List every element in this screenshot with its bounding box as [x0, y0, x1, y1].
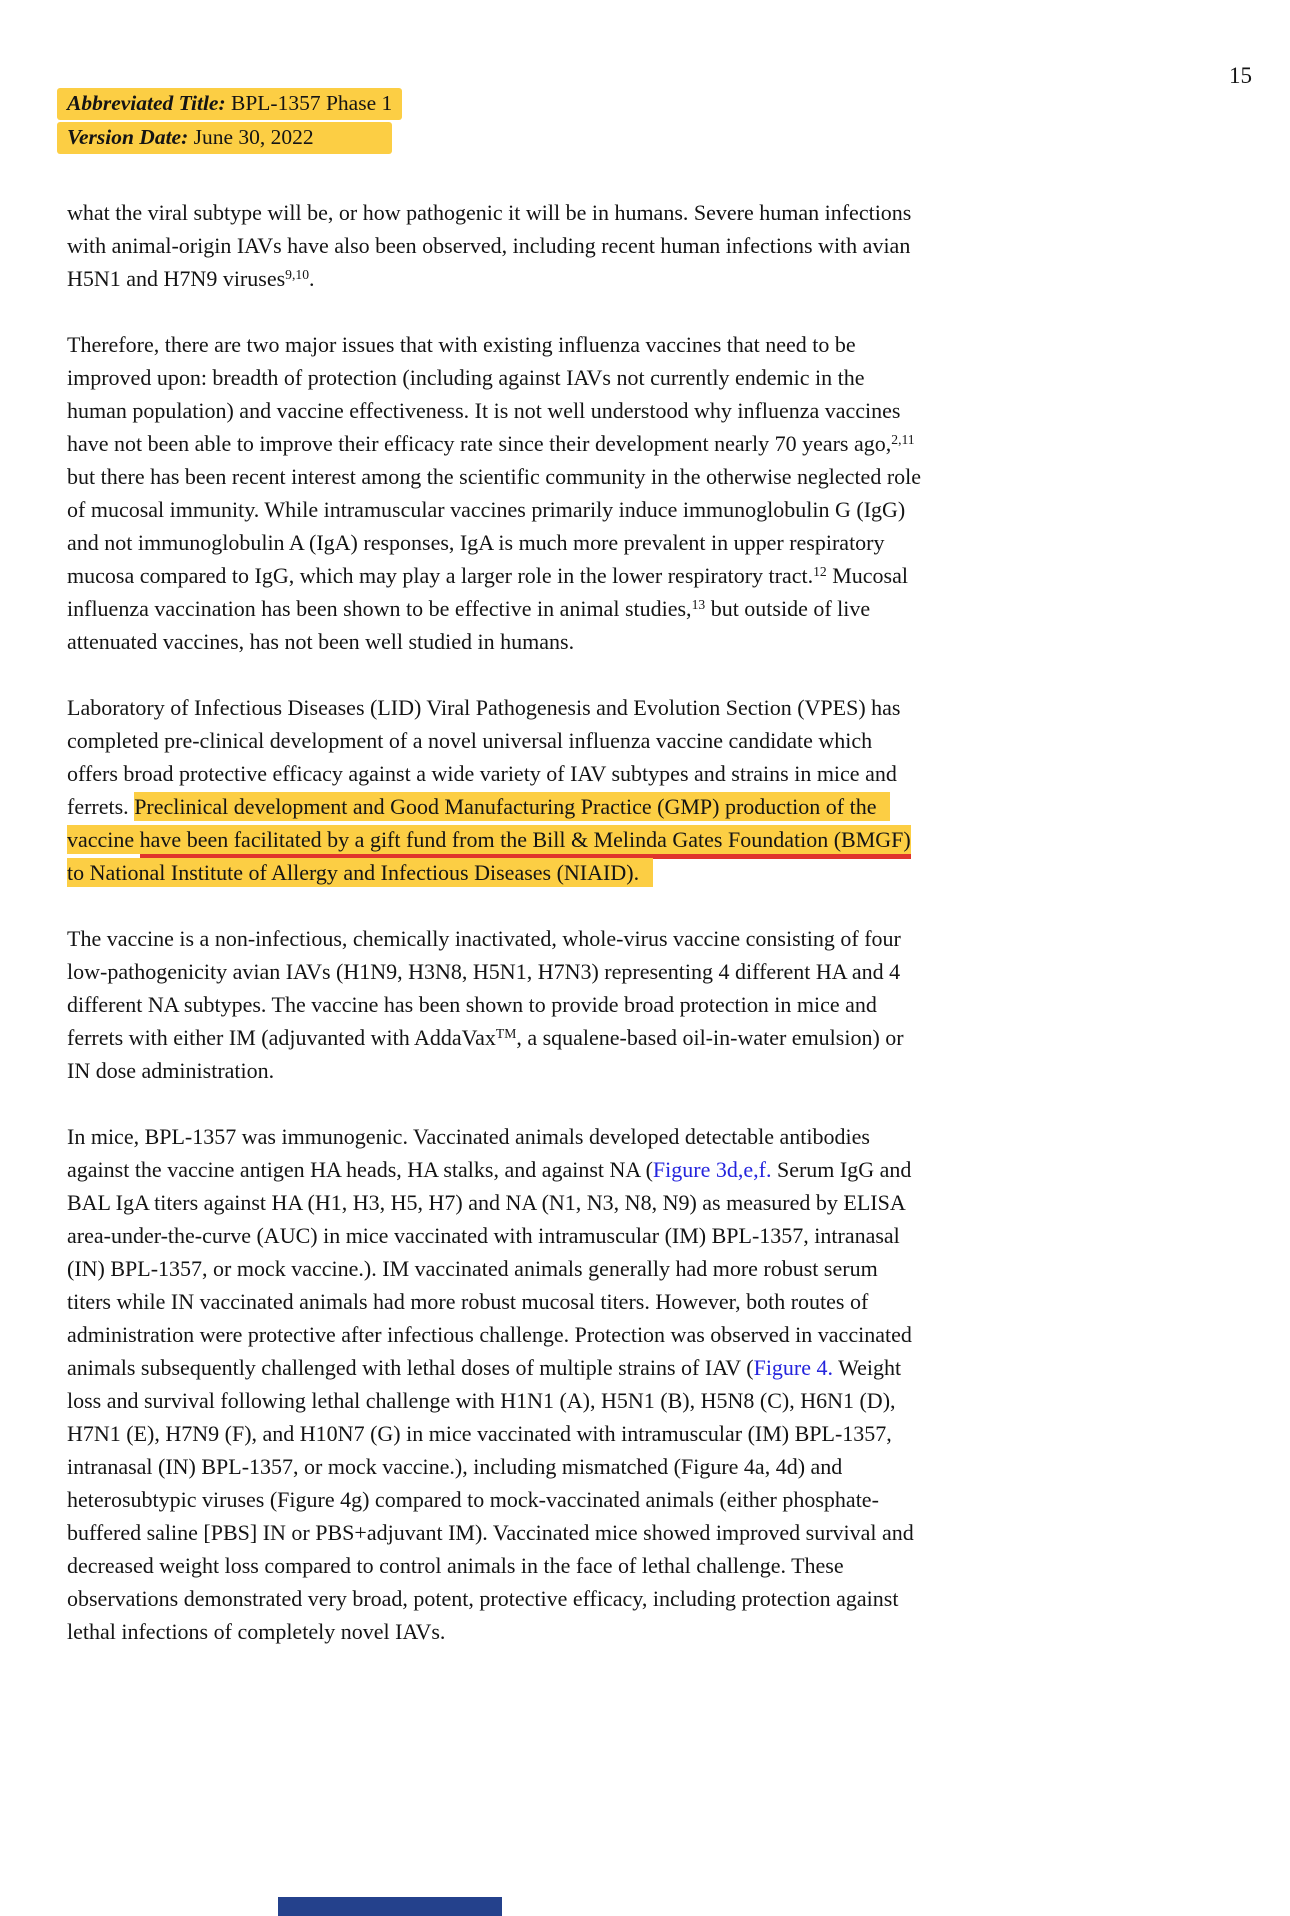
text-line — [67, 1450, 1077, 1483]
text-line — [67, 328, 1077, 361]
text-line — [67, 691, 1077, 724]
figure-link[interactable]: Figure 4. — [753, 1355, 834, 1380]
text-run: completed pre-clinical development of a novel universal influenza vaccine candidate which — [67, 728, 873, 753]
abbreviated-title-highlight — [57, 88, 402, 120]
text-run: improved upon: breadth of protection (including against IAVs not currently endemic in the — [67, 365, 865, 390]
text-run: ferrets with either IM (adjuvanted with AddaVax — [67, 1025, 496, 1050]
text-line — [67, 1549, 1077, 1582]
version-date-line — [57, 122, 402, 154]
text-run: human population) and vaccine effectiveness. It is not well understood why influenza vaccines — [67, 398, 901, 423]
text-line — [67, 559, 1077, 592]
text-line — [67, 1483, 1077, 1516]
text-run: administration were protective after infectious challenge. Protection was observed in vaccinated — [67, 1322, 912, 1347]
text-line — [67, 592, 1077, 625]
paragraph — [67, 196, 1077, 295]
text-run: with animal-origin IAVs have also been observed, including recent human infections with avian — [67, 233, 911, 258]
text-line — [67, 1021, 1077, 1054]
text-run: area-under-the-curve (AUC) in mice vaccinated with intramuscular (IM) BPL-1357, intranasal — [67, 1223, 900, 1248]
bottom-blue-bar — [278, 1897, 502, 1916]
text-run: (IN) BPL-1357, or mock vaccine.). IM vaccinated animals generally had more robust serum — [67, 1256, 878, 1281]
text-line — [67, 922, 1077, 955]
text-run: lethal infections of completely novel IAVs. — [67, 1619, 446, 1644]
page-number: 15 — [1229, 63, 1252, 88]
text-run: but outside of live — [705, 596, 871, 621]
abbreviated-title-value: BPL-1357 Phase 1 — [225, 91, 393, 115]
text-line — [67, 1186, 1077, 1219]
document-header — [57, 88, 402, 156]
text-line — [67, 625, 1077, 658]
text-line — [67, 1615, 1077, 1648]
highlighted-text: Preclinical development and Good Manufacturing Practice (GMP) production of the — [134, 792, 890, 821]
text-line — [67, 757, 1077, 790]
highlighted-text: to National Institute of Allergy and Infectious Diseases (NIAID). — [67, 858, 653, 887]
paragraph — [67, 922, 1077, 1087]
paragraph — [67, 1120, 1077, 1648]
text-line — [67, 1054, 1077, 1087]
abbreviated-title-line — [57, 88, 402, 120]
version-date-value: June 30, 2022 — [188, 125, 314, 149]
text-run: observations demonstrated very broad, potent, protective efficacy, including protection against — [67, 1586, 899, 1611]
highlighted-text: vaccine — [67, 827, 140, 852]
text-run: loss and survival following lethal challenge with H1N1 (A), H5N1 (B), H5N8 (C), H6N1 (D), — [67, 1388, 896, 1413]
text-run: The vaccine is a non-infectious, chemically inactivated, whole-virus vaccine consisting of four — [67, 926, 901, 951]
version-date-label: Version Date: — [67, 125, 189, 149]
text-run: H5N1 and H7N9 viruses — [67, 266, 286, 291]
text-run: different NA subtypes. The vaccine has been shown to provide broad protection in mice and — [67, 992, 877, 1017]
superscript-reference: TM — [495, 1025, 517, 1041]
text-run: low-pathogenicity avian IAVs (H1N9, H3N8, H5N1, H7N3) representing 4 different HA and 4 — [67, 959, 901, 984]
text-run: of mucosal immunity. While intramuscular vaccines primarily induce immunoglobulin G (IgG) — [67, 497, 906, 522]
text-line — [67, 1384, 1077, 1417]
text-run: buffered saline [PBS] IN or PBS+adjuvant IM). Vaccinated mice showed improved survival and — [67, 1520, 914, 1545]
text-run: animals subsequently challenged with lethal doses of multiple strains of IAV ( — [67, 1355, 754, 1380]
text-run: H7N1 (E), H7N9 (F), and H10N7 (G) in mice vaccinated with intramuscular (IM) BPL-1357, — [67, 1421, 892, 1446]
text-line — [67, 823, 1077, 856]
paragraph — [67, 691, 1077, 889]
text-line — [67, 988, 1077, 1021]
text-line — [67, 1516, 1077, 1549]
text-run: Therefore, there are two major issues that with existing influenza vaccines that need to be — [67, 332, 856, 357]
text-run: titers while IN vaccinated animals had more robust mucosal titers. However, both routes of — [67, 1289, 869, 1314]
text-run: Laboratory of Infectious Diseases (LID) Viral Pathogenesis and Evolution Section (VPES) has — [67, 695, 901, 720]
text-line — [67, 394, 1077, 427]
superscript-reference: 9,10 — [285, 266, 309, 282]
version-date-highlight — [57, 122, 392, 154]
text-run: . — [309, 266, 315, 291]
text-run: have not been able to improve their efficacy rate since their development nearly 70 years ago, — [67, 431, 892, 456]
text-run: IN dose administration. — [67, 1058, 275, 1083]
superscript-reference: 13 — [691, 596, 706, 612]
superscript-reference: 12 — [813, 563, 827, 579]
text-line — [67, 955, 1077, 988]
text-run: and not immunoglobulin A (IgA) responses, IgA is much more prevalent in upper respiratory — [67, 530, 885, 555]
text-run: Mucosal — [826, 563, 908, 588]
text-line — [67, 1285, 1077, 1318]
text-line — [67, 1318, 1077, 1351]
highlighted-underlined-text: have been facilitated by a gift fund from the Bill & Melinda Gates Foundation (BMGF) — [140, 825, 911, 859]
text-run: intranasal (IN) BPL-1357, or mock vaccine.), including mismatched (Figure 4a, 4d) and — [67, 1454, 843, 1479]
text-line — [67, 1120, 1077, 1153]
text-line — [67, 1417, 1077, 1450]
superscript-reference: 2,11 — [891, 431, 915, 447]
text-line — [67, 229, 1077, 262]
text-line — [67, 460, 1077, 493]
document-body — [67, 196, 1077, 1681]
text-run: BAL IgA titers against HA (H1, H3, H5, H7) and NA (N1, N3, N8, N9) as measured by ELISA — [67, 1190, 906, 1215]
text-line — [67, 724, 1077, 757]
text-run: against the vaccine antigen HA heads, HA stalks, and against NA ( — [67, 1157, 653, 1182]
text-line — [67, 361, 1077, 394]
abbreviated-title-label: Abbreviated Title: — [67, 91, 226, 115]
text-run: ferrets. — [67, 794, 135, 819]
text-run: but there has been recent interest among the scientific community in the otherwise neglected role — [67, 464, 922, 489]
text-line — [67, 790, 1077, 823]
text-run: mucosa compared to IgG, which may play a larger role in the lower respiratory tract. — [67, 563, 814, 588]
text-run: what the viral subtype will be, or how pathogenic it will be in humans. Severe human infections — [67, 200, 912, 225]
text-line — [67, 427, 1077, 460]
text-line — [67, 1582, 1077, 1615]
text-run: offers broad protective efficacy against a wide variety of IAV subtypes and strains in mice and — [67, 761, 897, 786]
text-run: decreased weight loss compared to control animals in the face of lethal challenge. These — [67, 1553, 844, 1578]
text-line — [67, 526, 1077, 559]
text-line — [67, 1153, 1077, 1186]
paragraph — [67, 328, 1077, 658]
figure-link[interactable]: Figure 3d,e,f. — [652, 1157, 772, 1182]
text-run: , a squalene-based oil-in-water emulsion) or — [516, 1025, 904, 1050]
text-line — [67, 1351, 1077, 1384]
text-run: In mice, BPL-1357 was immunogenic. Vaccinated animals developed detectable antibodies — [67, 1124, 870, 1149]
text-line — [67, 856, 1077, 889]
text-line — [67, 262, 1077, 295]
text-line — [67, 1252, 1077, 1285]
text-run: Weight — [833, 1355, 902, 1380]
text-line — [67, 1219, 1077, 1252]
text-run: influenza vaccination has been shown to be effective in animal studies, — [67, 596, 692, 621]
text-run: heterosubtypic viruses (Figure 4g) compared to mock-vaccinated animals (either phosphate- — [67, 1487, 879, 1512]
text-line — [67, 196, 1077, 229]
text-line — [67, 493, 1077, 526]
text-run: Serum IgG and — [771, 1157, 912, 1182]
text-run: attenuated vaccines, has not been well studied in humans. — [67, 629, 575, 654]
